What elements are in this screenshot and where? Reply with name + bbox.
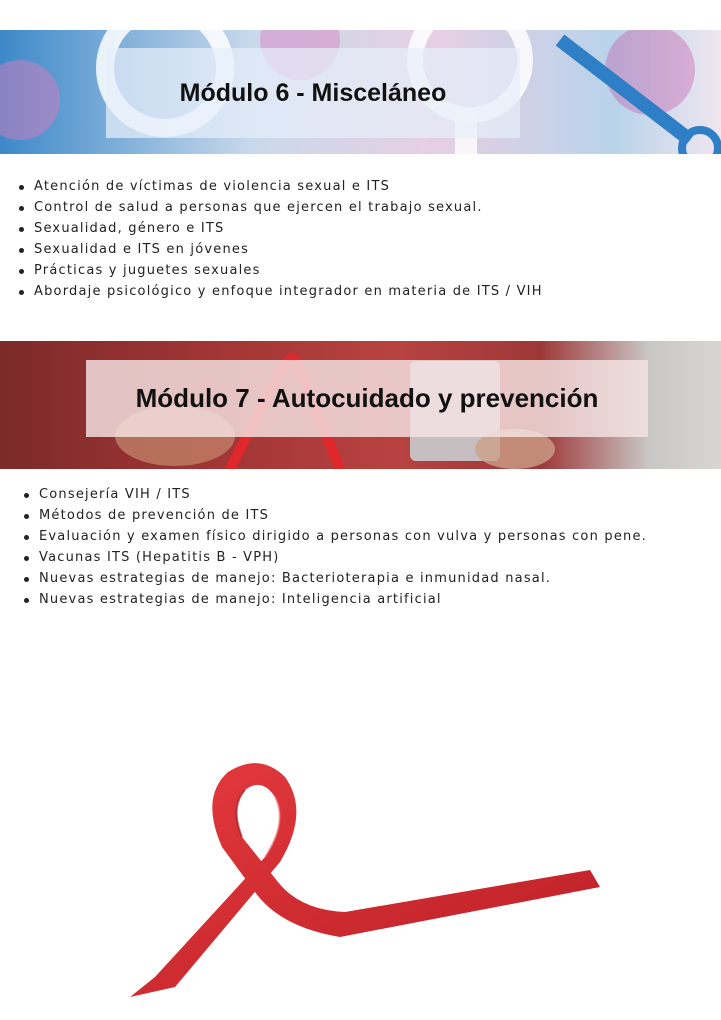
module-6-title: Módulo 6 - Misceláneo bbox=[179, 78, 447, 107]
module-7-title: Módulo 7 - Autocuidado y prevención bbox=[135, 383, 599, 413]
list-item: Control de salud a personas que ejercen el trabajo sexual. bbox=[34, 197, 543, 218]
list-item: Atención de víctimas de violencia sexual e ITS bbox=[34, 176, 543, 197]
module-6-topic-list bbox=[34, 176, 543, 302]
module-7-banner bbox=[0, 341, 721, 469]
list-item: Prácticas y juguetes sexuales bbox=[34, 260, 543, 281]
module-7-title-box bbox=[86, 360, 648, 437]
module-7-topic-list bbox=[39, 484, 647, 610]
list-item: Evaluación y examen físico dirigido a personas con vulva y personas con pene. bbox=[39, 526, 647, 547]
list-item: Métodos de prevención de ITS bbox=[39, 505, 647, 526]
module-6-banner bbox=[0, 30, 721, 154]
list-item: Abordaje psicológico y enfoque integrador en materia de ITS / VIH bbox=[34, 281, 543, 302]
list-item: Nuevas estrategias de manejo: Bacterioterapia e inmunidad nasal. bbox=[39, 568, 647, 589]
list-item: Nuevas estrategias de manejo: Inteligencia artificial bbox=[39, 589, 647, 610]
list-item: Consejería VIH / ITS bbox=[39, 484, 647, 505]
list-item: Sexualidad e ITS en jóvenes bbox=[34, 239, 543, 260]
module-6-title-box bbox=[106, 48, 520, 138]
list-item: Vacunas ITS (Hepatitis B - VPH) bbox=[39, 547, 647, 568]
red-ribbon-icon bbox=[110, 752, 610, 1007]
list-item: Sexualidad, género e ITS bbox=[34, 218, 543, 239]
